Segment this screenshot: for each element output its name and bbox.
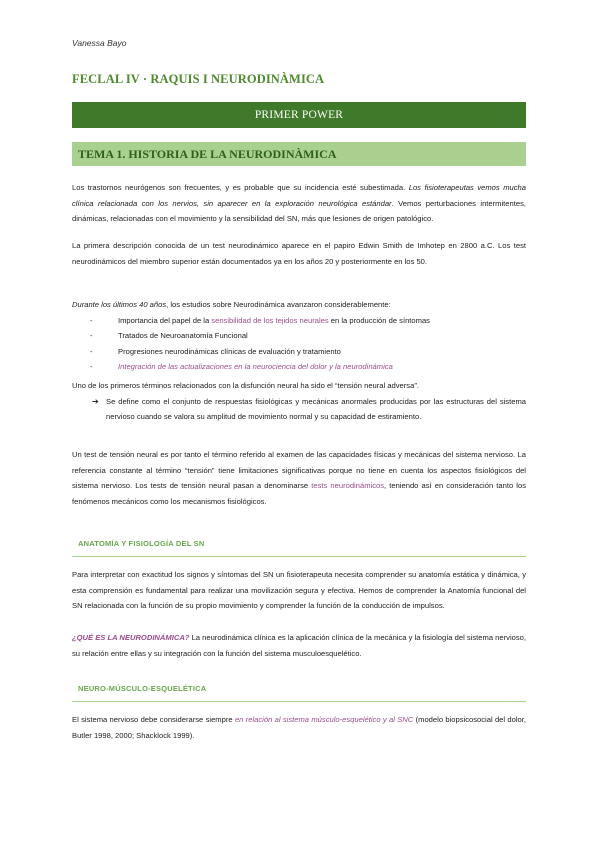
paragraph-tension: [72, 378, 526, 425]
section-banner-label: PRIMER POWER: [254, 109, 344, 121]
list-item-text: Tratados de Neuroanatomía Funcional: [118, 331, 248, 340]
paragraph-neural-test-highlight: tests neurodinámicos: [311, 481, 385, 490]
list-dash: -: [90, 315, 93, 325]
paragraph-history: La primera descripción conocida de un test neurodinámico aparece en el papiro Edwin Smith de Imhotep en 2800 a.C. Los test neurodinámicos del miembro superior están documentados ya en los años 20 y posteriormente en los 50.: [72, 241, 526, 266]
paragraph-advances-text: , los estudios sobre Neurodinámica avanzaron considerablemente:: [166, 300, 391, 309]
paragraph-neural-test: [72, 447, 526, 509]
section-heading-nms: NEURO-MÚSCULO-ESQUELÉTICA: [72, 684, 526, 702]
paragraph-neural-test-end: , teniendo así en consideración tanto los fenómenos mecánicos como los mecanismos fisiológicos.: [72, 481, 526, 506]
topic-heading-bar: [72, 142, 526, 166]
document-title: FECLAL IV · RAQUIS I NEURODINÀMICA: [72, 72, 325, 86]
paragraph-intro: [72, 180, 526, 227]
list-item: [72, 328, 526, 344]
paragraph-nms-highlight: en relación al sistema músculo-esquelético y al SNC: [234, 715, 414, 724]
list-item-text: Importancia del papel de la: [118, 315, 212, 325]
section-banner: [72, 102, 526, 128]
list-dash: -: [90, 362, 93, 371]
neurodynamics-question: ¿QUÉ ES LA NEURODINÁMICA?: [72, 633, 190, 642]
list-item-highlight: sensibilidad de los tejidos neurales: [211, 315, 329, 325]
list-item: [72, 359, 526, 375]
paragraph-nms-text: El sistema nervioso debe considerarse siempre: [72, 715, 235, 724]
paragraph-intro-italic: Los fisioterapeutas vemos mucha clínica relacionada con los nervios, sin aparecer en la exploración neurológica estándar: [72, 183, 526, 208]
paragraph-neural-test-text: Un test de tensión neural es por tanto el término referido al examen de las capacidades físicas y mecánicas del sistema nervioso. La referencia constante al término “tensión” tiene limitaciones significativas porque no tiene en cuenta los aspectos fisiológicos del sistema nervioso. Los tests de tensión neural pasan a denominarse: [72, 450, 526, 490]
neurodynamics-definition: La neurodinámica clínica es la aplicación clínica de la mecánica y la fisiología del sistema nervioso, su relación entre ellas y su integración con la función del sistema musculoesquelético.: [72, 633, 526, 658]
list-dash: -: [90, 346, 93, 356]
header-author: Vanessa Bayo: [72, 38, 127, 48]
list-item: [72, 313, 526, 329]
paragraph-neurodynamics: [72, 630, 526, 661]
list-item-highlight: Integración de las actualizaciones en la neurociencia del dolor y la neurodinámica: [118, 362, 393, 371]
definition-text: Se define como el conjunto de respuestas fisiológicas y mecánicas anormales producidas por las estructuras del sistema nervioso cuando se valora su amplitud de movimiento normal y su capacidad de estiramiento.: [106, 396, 526, 421]
list-dash: -: [90, 331, 93, 340]
paragraph-anatomy: Para interpretar con exactitud los signos y síntomas del SN un fisioterapeuta necesita comprender su anatomía estática y dinámica, y esta comprensión es fundamental para realizar una movilización segura y efectiva. Hemos de comprender la Anatomía funcional del SN relacionada con la función de su propio movimiento y comprender la función de la conducción de impulsos.: [72, 570, 526, 610]
paragraph-nms-end: (modelo biopsicosocial del dolor, Butler 1998, 2000; Shacklock 1999).: [72, 715, 526, 740]
paragraph-advances-italic: Durante los últimos 40 años: [72, 300, 167, 309]
paragraph-intro-end: . Vemos perturbaciones intermitentes, dinámicas, relacionadas con el movimiento y la sensibilidad del SN, más que lesiones de origen patológico.: [72, 198, 526, 223]
list-item-text-end: en la producción de síntomas: [328, 315, 430, 325]
paragraph-intro-text: Los trastornos neurógenos son frecuentes, y es probable que su incidencia esté subestimada.: [72, 183, 409, 192]
paragraph-advances: [72, 297, 526, 375]
section-heading-anatomy: ANATOMÍA Y FISIOLOGÍA DEL SN: [72, 539, 526, 557]
list-item: [72, 344, 526, 360]
paragraph-tension-text: Uno de los primeros términos relacionados con la disfunción neural ha sido el “tensión neural adversa”.: [72, 381, 419, 390]
paragraph-nms: [72, 712, 526, 743]
definition-item: [72, 394, 526, 425]
arrow-icon: ➔: [92, 396, 99, 406]
list-item-text: Progresiones neurodinámicas clínicas de evaluación y tratamiento: [118, 346, 341, 356]
topic-heading: TEMA 1. HISTORIA DE LA NEURODINÀMICA: [78, 146, 337, 161]
advances-list: [72, 313, 526, 375]
